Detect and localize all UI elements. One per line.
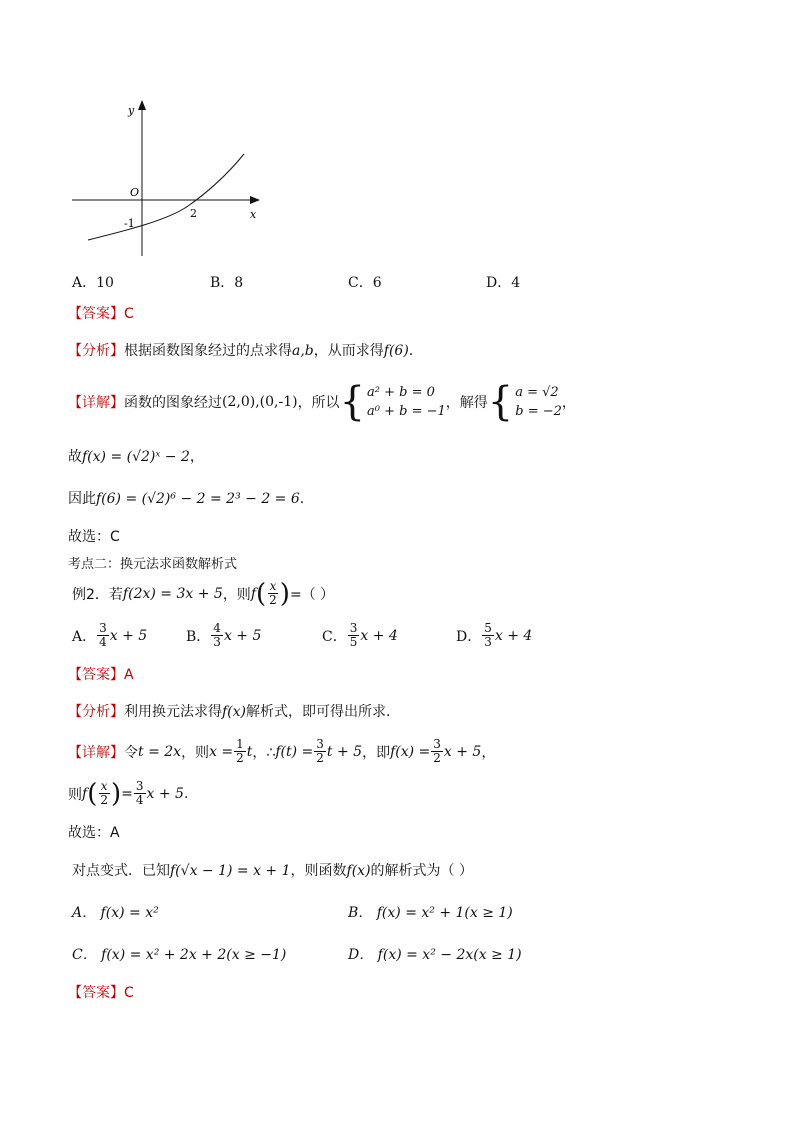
origin-label: O [130, 186, 140, 199]
ex2-choice: 故选：A [68, 825, 120, 841]
equation-system: { a² + b = 0 a⁰ + b = −1 [339, 379, 446, 425]
y-axis-arrow [138, 100, 146, 110]
analysis-label: 【分析】 [68, 343, 124, 359]
x-intercept-label: 2 [190, 207, 197, 220]
q1-detail: 【详解】 函数的图象经过 (2,0),(0,-1) ，所以 { a² + b = 0 a⁰ + b = −1 ，解得 { a = √2 b = −2 ， [68, 379, 576, 425]
q1-function-line: 故f(x) = (√2)ˣ − 2， [68, 449, 204, 465]
ex2-option-b: B． $\frac{4}{3}$ x + 5 [186, 621, 262, 649]
q1-option-c: C．6 [348, 275, 382, 291]
curve [88, 154, 244, 240]
function-graph [68, 96, 268, 262]
q1-choice: 故选：C [68, 529, 120, 545]
ex2-detail: 【详解】 令 t = 2x ，则 x = $\frac{1}{2}$ t ，∴ f(t) = $\frac{3}{2}$ t + 5 ，即 f(x) = $\frac{3}{2}$ x + 5 ， [68, 737, 496, 765]
solution-system: { a = √2 b = −2 [487, 379, 562, 425]
q1-option-b: B．8 [210, 275, 244, 291]
example-2-question: 例2．若 f(2x) = 3x + 5 ，则 f ( $\frac{x}{2}$ ) =（ ） [72, 578, 335, 609]
ex2-option-a: A． $\frac{3}{4}$ x + 5 [72, 621, 148, 649]
ex2-answer: 【答案】A [68, 667, 134, 683]
q1-option-a: A．10 [72, 275, 114, 291]
variant-option-d: D． f(x) = x² − 2x(x ≥ 1) [348, 947, 522, 963]
y-axis-label: y [128, 104, 135, 117]
q1-answer [68, 303, 134, 323]
section-heading: 考点二：换元法求函数解析式 [68, 557, 238, 572]
x-axis-arrow [250, 196, 260, 204]
ex2-analysis: 【分析】利用换元法求得f(x)解析式，即可得出所求. [68, 704, 391, 720]
ex2-result-line: 则 f ( $\frac{x}{2}$ ) = $\frac{3}{4}$ x + 5. [68, 778, 189, 809]
ex2-option-c: C． $\frac{3}{5}$ x + 4 [322, 621, 398, 649]
variant-answer: 【答案】C [68, 985, 134, 1001]
x-axis-label: x [250, 208, 257, 221]
q1-option-d: D．4 [486, 275, 521, 291]
q1-analysis: 【分析】根据函数图象经过的点求得a,b，从而求得f(6). [68, 343, 414, 359]
y-intercept-label: -1 [124, 217, 135, 230]
ex2-option-d: D． $\frac{5}{3}$ x + 4 [456, 621, 533, 649]
answer-label: 【答案】 [68, 306, 124, 322]
q1-compute-line: 因此f(6) = (√2)⁶ − 2 = 2³ − 2 = 6. [68, 491, 305, 507]
variant-option-c: C． f(x) = x² + 2x + 2(x ≥ −1) [72, 947, 287, 963]
detail-label: 【详解】 [68, 395, 124, 411]
variant-question: 对点变式．已知f(√x − 1) = x + 1，则函数f(x)的解析式为（ ） [72, 863, 473, 879]
variant-option-a: A． f(x) = x² [72, 905, 159, 921]
variant-option-b: B． f(x) = x² + 1(x ≥ 1) [348, 905, 513, 921]
answer-value: C [124, 306, 134, 322]
